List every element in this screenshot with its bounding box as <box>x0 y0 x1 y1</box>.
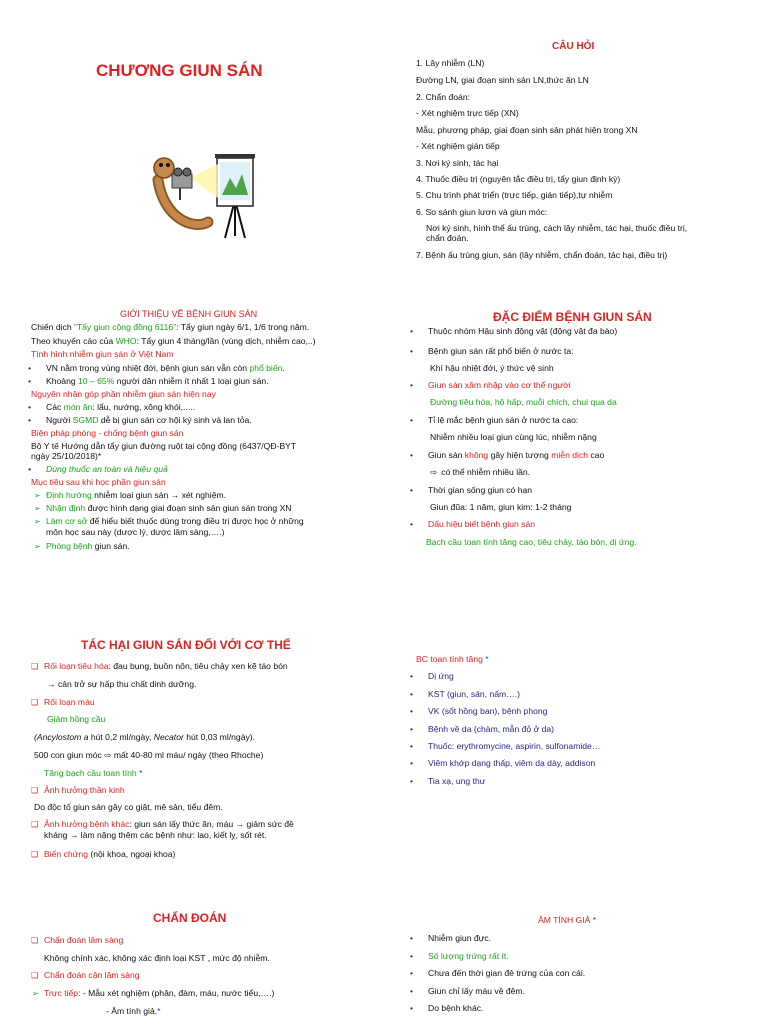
list-subitem: → cản trở sự hấp thu chất dinh dưỡng. <box>47 679 197 689</box>
question-line: 4. Thuốc điều trị (nguyên tắc điều trị, tẩy giun định kỳ) <box>416 174 621 184</box>
list-item: • Khoảng 10 – 65% người dân nhiễm ít nhất 1 loại giun sán. <box>46 376 269 387</box>
list-item: • KST (giun, sán, nấm….) <box>428 689 520 700</box>
list-subitem: Giun đũa: 1 năm, giun kim: 1-2 tháng <box>430 502 572 512</box>
question-line: 6. So sánh giun lươn và giun móc: <box>416 207 548 217</box>
list-item-continued: môn học sau này (dược lý, dược lâm sàng,….) <box>46 527 225 537</box>
harms-title: TÁC HẠI GIUN SÁN ĐỐI VỚI CƠ THỂ <box>81 638 291 652</box>
list-item: ❑ Ảnh hưởng thần kinh <box>44 785 125 796</box>
list-item: • Thời gian sống giun có hạn <box>428 485 532 496</box>
characteristics-title: ĐẶC ĐIỂM BỆNH GIUN SÁN <box>493 310 652 324</box>
list-subitem: ⇨ có thể nhiễm nhiều lần. <box>430 467 531 477</box>
list-item: ❑ Chẩn đoán cận lâm sàng <box>44 970 140 981</box>
eosinophil-title: BC toan tính tăng * <box>416 654 489 664</box>
list-item: ➢ Nhận định được hình dạng giai đoạn sinh sản giun sán trong XN <box>46 503 292 514</box>
section-heading: Mục tiêu sau khi học phần giun sán <box>31 477 166 487</box>
list-item: ❑ Rối loạn tiêu hóa: đau bụng, buồn nôn, tiêu chảy xen kẽ táo bón <box>44 661 288 672</box>
question-line: Mẫu, phương pháp, giai đoạn sinh sản phát hiện trong XN <box>416 125 638 135</box>
list-item: • Giun chỉ lấy máu về đêm. <box>428 986 525 997</box>
who-line: Theo khuyến cáo của WHO: Tẩy giun 4 tháng/lần (vùng dịch, nhiễm cao,..) <box>31 336 316 346</box>
list-item: • Dấu hiệu biết bệnh giun sán <box>428 519 535 530</box>
list-item: • Các món ăn: lẩu, nướng, xông khói,..... <box>46 402 195 413</box>
list-subitem: Do độc tố giun sán gây co giật, mê sản, tiểu đêm. <box>34 802 223 812</box>
list-subitem: Giảm hồng cầu <box>47 714 106 724</box>
list-item: ➢ Làm cơ sở để hiểu biết thuốc dùng trong điều trị được học ở những <box>46 516 304 527</box>
list-item: ❑ Biến chứng (nội khoa, ngoại khoa) <box>44 849 175 860</box>
list-subitem: Bạch cầu toan tính tăng cao, tiêu chảy, táo bón, dị ứng. <box>426 537 637 547</box>
question-line: Đường LN, giai đoạn sinh sản LN,thức ăn LN <box>416 75 589 85</box>
list-item: • Thuốc: erythromycine, aspirin, sulfonamide… <box>428 741 600 752</box>
section-heading: Biện pháp phòng - chống bệnh giun sán <box>31 428 184 438</box>
list-item: • Giun sán không gây hiện tượng miễn dịch cao <box>428 450 604 461</box>
campaign-line: Chiến dịch “Tẩy giun cộng đồng 6116”: Tẩy giun ngày 6/1, 1/6 trong năm. <box>31 322 310 332</box>
question-line: - Xét nghiệm gián tiếp <box>416 141 500 151</box>
guideline-line: ngày 25/10/2018)* <box>31 451 102 461</box>
list-item: • Giun sán xâm nhập vào cơ thể người <box>428 380 571 391</box>
list-item: • VK (sốt hồng ban), bệnh phong <box>428 706 547 717</box>
list-item: • Bệnh giun sán rất phổ biến ở nước ta: <box>428 346 574 357</box>
list-subitem: Tăng bạch cầu toan tính * <box>44 768 143 778</box>
list-item: • Bệnh về da (chàm, mẫn đỏ ở da) <box>428 724 554 735</box>
question-line: - Xét nghiệm trực tiếp (XN) <box>416 108 519 118</box>
question-line: chẩn đoán. <box>426 233 469 243</box>
list-subitem: (Ancylostom a hút 0,2 ml/ngày, Necator hút 0,03 ml/ngày). <box>34 732 256 742</box>
list-item: ➢ Định hướng nhiễm loại giun sán → xét nghiệm. <box>46 490 226 501</box>
list-item: • Tia xạ, ung thư <box>428 776 486 787</box>
false-negative-title: ÂM TÍNH GIẢ * <box>538 915 597 925</box>
list-subitem: 500 con giun móc ⇨ mất 40-80 ml máu/ ngày (theo Rhoche) <box>34 750 264 760</box>
list-item: ➢ Trực tiếp: - Mẫu xét nghiệm (phân, đàm, máu, nước tiểu,….) <box>44 988 274 999</box>
list-subitem: Nhiễm nhiều loại giun cùng lúc, nhiễm nặng <box>430 432 597 442</box>
list-subitem: Đường tiêu hóa, hô hấp, muỗi chích, chui qua da <box>430 397 617 407</box>
diagnosis-title: CHẨN ĐOÁN <box>153 911 227 925</box>
questions-title: CÂU HỎI <box>552 41 595 52</box>
question-line: 7. Bệnh ấu trùng giun, sán (lây nhiễm, chẩn đoán, tác hại, điều trị) <box>416 250 668 260</box>
list-item: • Dị ứng <box>428 671 454 682</box>
list-item: • VN nằm trong vùng nhiệt đới, bệnh giun sán vẫn còn phổ biến. <box>46 363 285 374</box>
worm-presenter-illustration <box>150 150 275 242</box>
list-item: • Do bệnh khác. <box>428 1003 483 1014</box>
list-item: • Số lượng trứng rất ít. <box>428 951 509 962</box>
list-subitem: kháng → làm nặng thêm các bệnh như: lao, kiết lỵ, sốt rét. <box>44 830 267 840</box>
list-item: • Người SGMD dễ bị giun sán cơ hội ký sinh và lan tỏa. <box>46 415 252 426</box>
question-line: 1. Lây nhiễm (LN) <box>416 58 485 68</box>
list-item: • Nhiễm giun đực. <box>428 933 491 944</box>
arrow-right-icon: ⇨ <box>430 467 438 477</box>
question-line: Nơi ký sinh, hình thể ấu trùng, cách lây nhiễm, tác hại, thuốc điều trị, <box>426 223 688 233</box>
list-subitem: - Âm tính giả.* <box>106 1006 161 1016</box>
list-item: ❑ Chẩn đoán lâm sàng <box>44 935 123 946</box>
list-subitem: Không chính xác, không xác định loại KST , mức độ nhiễm. <box>44 953 270 963</box>
list-item: • Tỉ lệ mắc bệnh giun sán ở nước ta cao: <box>428 415 578 426</box>
section-heading: Tình hình nhiễm giun sán ở Việt Nam <box>31 349 174 359</box>
list-item: ❑ Rối loạn máu <box>44 697 95 708</box>
question-line: 3. Nơi ký sinh, tác hại <box>416 158 499 168</box>
list-item: • Chưa đến thời gian đẻ trứng của con cái. <box>428 968 585 979</box>
list-item: • Viêm khớp dạng thấp, viêm dạ dày, addison <box>428 758 595 769</box>
question-line: 2. Chẩn đoán: <box>416 92 470 102</box>
question-line: 5. Chu trình phát triển (trực tiếp, gián tiếp),tự nhiễm <box>416 190 613 200</box>
list-subitem: Khí hậu nhiệt đới, ý thức vệ sinh <box>430 363 554 373</box>
list-item: ❑ Ảnh hưởng bệnh khác: giun sán lấy thức ăn, máu → giảm sức đề <box>44 819 294 830</box>
guideline-line: Bộ Y tế Hướng dẫn tẩy giun đường ruột tại cộng đồng (6437/QĐ-BYT <box>31 441 297 451</box>
list-item: ➢ Phòng bệnh giun sán. <box>46 541 130 552</box>
intro-title: GIỚI THIỆU VỀ BỆNH GIUN SÁN <box>120 309 258 319</box>
chapter-title: CHƯƠNG GIUN SÁN <box>96 61 263 80</box>
section-heading: Nguyên nhân góp phần nhiễm giun sán hiện nay <box>31 389 216 399</box>
list-item: • Dùng thuốc an toàn và hiệu quả <box>46 464 168 475</box>
list-item: • Thuộc nhóm Hậu sinh động vật (động vật đa bào) <box>428 326 617 337</box>
